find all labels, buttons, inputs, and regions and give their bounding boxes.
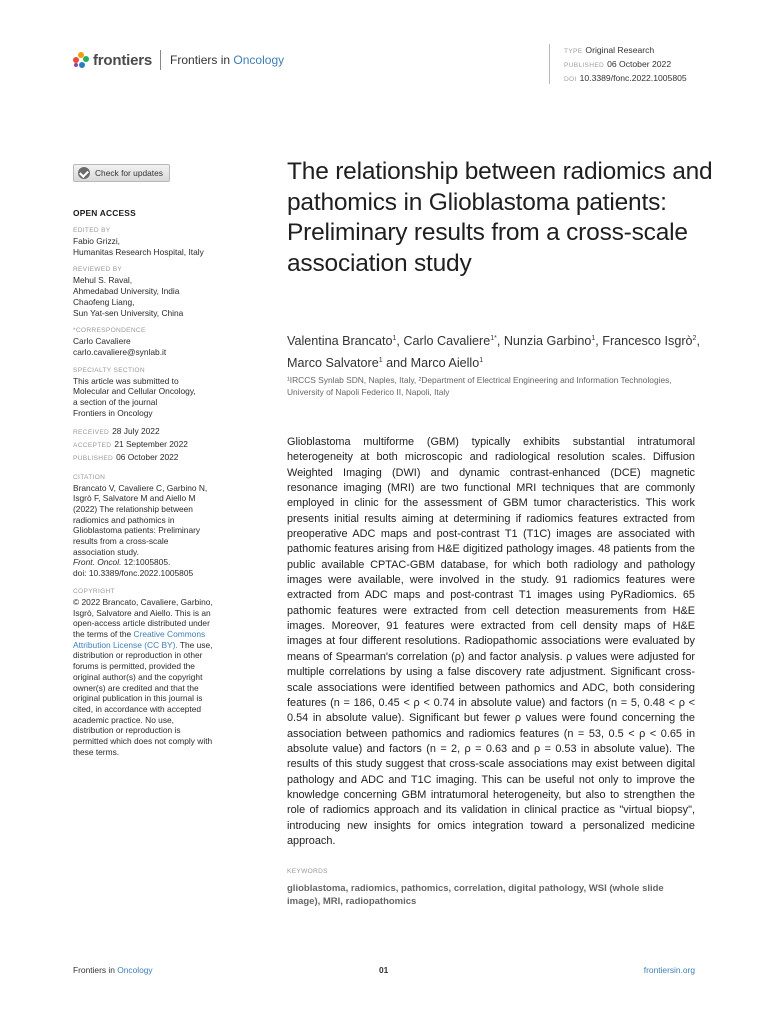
- reviewer-line: Mehul S. Raval,: [73, 275, 133, 286]
- author-affiliation-mark: 1: [392, 335, 397, 342]
- specialty-line: Molecular and Cellular Oncology,: [73, 386, 196, 397]
- author-name[interactable]: Marco Salvatore: [287, 356, 379, 371]
- citation-line: association study.: [73, 546, 139, 557]
- edited-by-list: [73, 236, 248, 257]
- citation-doi[interactable]: doi: 10.3389/fonc.2022.1005805: [73, 568, 194, 579]
- reviewed-by-list: [73, 275, 248, 318]
- published-label: PUBLISHED: [564, 62, 605, 69]
- open-access-label: OPEN ACCESS: [73, 208, 136, 218]
- article-meta: [549, 44, 739, 84]
- doi-label: DOI: [564, 76, 577, 83]
- copyright-line: forums is permitted, provided the: [73, 661, 195, 672]
- reviewer-line: Ahmedabad University, India: [73, 286, 180, 297]
- author-affiliation-mark: 1: [591, 335, 596, 342]
- received-value: 28 July 2022: [112, 426, 160, 437]
- check-circle-icon: [78, 167, 90, 179]
- citation-line: Brancato V, Cavaliere C, Garbino N,: [73, 482, 208, 493]
- author-name[interactable]: Carlo Cavaliere: [403, 334, 491, 349]
- copyright-line: academic practice. No use,: [73, 714, 175, 725]
- author-affiliation-mark: 2: [692, 335, 697, 342]
- article-title: The relationship between radiomics and pathomics in Glioblastoma patients: Preliminary results from a cross-scale association study: [287, 158, 713, 277]
- citation-line: Isgrò F, Salvatore M and Aiello M: [73, 493, 196, 504]
- copyright-line: owner(s) are credited and that the: [73, 682, 199, 693]
- received-label: RECEIVED: [73, 429, 110, 437]
- citation-text: [73, 483, 248, 579]
- citation-line: radiomics and pathomics in: [73, 514, 175, 525]
- copyright-line: [73, 640, 248, 651]
- author-affiliation-mark: 1*: [490, 335, 497, 342]
- author-name[interactable]: Francesco Isgrò: [602, 334, 693, 349]
- copyright-line: Isgrò, Salvatore and Aiello. This is an: [73, 607, 211, 618]
- author-list: Valentina Brancato$^1$, Carlo Cavaliere$^{1*}$, Nunzia Garbino$^1$, Francesco Isgrò$^2$, Marco Salvatore$^1$ and Marco Aiello$^1$: [287, 334, 700, 371]
- abstract: Glioblastoma multiforme (GBM) typically exhibits substantial intratumoral heterogeneity at both microscopic and radiological resolution scales. Diffusion Weighted Imaging (DWI) and dynamic contrast-enhanced (DCE) magnetic resonance imaging (MRI) are two functional MRI techniques that are commonly employed in clinic for the assessment of GBM tumor characteristics. This work presents initial results aiming at determining if radiomics features extracted from preoperative ADC maps and post-contrast T1 (T1C) images are associated with pathomic features arising from H&E digitized pathology images. 48 patients from the public available CPTAC-GBM database, for which both radiology and pathology images were available, were involved in the study. 91 radiomics features were extracted from ADC maps and post-contrast T1 images using PyRadiomics. 65 pathomic features were extracted from cell detection measurements from H&E images. Moreover, 91 features were extracted from cell density maps of H&E images at four different resolutions. Radiopathomic associations were evaluated by means of Spearman's correlation (ρ) and factor analysis. ρ values were adjusted for multiple correlations by using a false discovery rate adjustment. Significant cross-scale associations were identified between pathomics and ADC, both considering features (n = 186, 0.45 < ρ < 0.74 in absolute value) and factors (n = 5, 0.48 < ρ < 0.54 in absolute value). Significant but fewer ρ values were found concerning the association between pathomics and radiomics features (n = 53, 0.5 < ρ < 0.65 in absolute value) and factors (n = 2, ρ = 0.63 and ρ = 0.53 in absolute value). The results of this study suggest that cross-scale associations may exist between digital pathology and ADC and T1C imaging. This can be useful not only to improve the knowledge concerning GBM intratumoral heterogeneity, but also to strengthen the role of radiomics approach and its validation in clinical practice as "virtual biopsy", introducing new insights for omics integration toward a personalized medicine approach.: [287, 436, 695, 847]
- copyright-label: COPYRIGHT: [73, 587, 115, 595]
- copyright-line: permitted which does not comply with: [73, 736, 213, 747]
- citation-label: CITATION: [73, 473, 106, 481]
- journal-header: [73, 48, 284, 72]
- page-footer: [73, 965, 695, 977]
- accepted-value: 21 September 2022: [114, 439, 188, 450]
- published-value: 06 October 2022: [116, 451, 179, 462]
- license-link[interactable]: Attribution License (CC BY).: [73, 639, 178, 650]
- frontiers-logo-icon: [73, 52, 89, 68]
- citation-journal: Front. Oncol.: [73, 557, 122, 568]
- copyright-line: these terms.: [73, 746, 120, 757]
- reviewer-line: Sun Yat-sen University, China: [73, 307, 184, 318]
- check-updates-label: Check for updates: [95, 168, 163, 178]
- published-value: 06 October 2022: [607, 59, 672, 69]
- copyright-line: original author(s) and the copyright: [73, 671, 203, 682]
- author-name[interactable]: Nunzia Garbino: [503, 334, 592, 349]
- correspondence-label: *CORRESPONDENCE: [73, 327, 146, 335]
- article-sidebar: [73, 164, 248, 757]
- author-affiliation-mark: 1: [479, 357, 484, 365]
- copyright-line: distribution or reproduction in other: [73, 650, 203, 661]
- page-number: 01: [379, 965, 389, 975]
- copyright-line: cited, in accordance with accepted: [73, 703, 202, 714]
- header-divider: [160, 50, 161, 70]
- citation-line: (2022) The relationship between: [73, 503, 193, 514]
- correspondence-info: [73, 336, 248, 357]
- citation-journal-line: [73, 557, 248, 568]
- frontiers-logo[interactable]: [73, 52, 152, 69]
- keywords: glioblastoma, radiomics, pathomics, correlation, digital pathology, WSI (whole slide image), MRI, radiopathomics: [287, 883, 664, 908]
- type-label: TYPE: [564, 48, 583, 55]
- author-affiliation-mark: 1: [378, 357, 383, 365]
- type-value: Original Research: [585, 45, 655, 55]
- check-updates-button[interactable]: [73, 164, 170, 182]
- edited-by-label: EDITED BY: [73, 227, 111, 234]
- copyright-line: original publication in this journal is: [73, 693, 203, 704]
- license-link[interactable]: Creative Commons: [133, 628, 206, 639]
- journal-prefix: Frontiers in: [170, 53, 231, 67]
- author-name[interactable]: Marco Aiello: [410, 356, 480, 371]
- logo-wordmark: frontiers: [93, 51, 153, 69]
- citation-volume: 12:1005805.: [121, 557, 171, 568]
- author-name[interactable]: Valentina Brancato: [287, 334, 393, 349]
- specialty-line: This article was submitted to: [73, 375, 179, 386]
- copyright-text: [73, 597, 248, 758]
- reviewed-by-label: REVIEWED BY: [73, 266, 123, 274]
- citation-line: results from a cross-scale: [73, 536, 169, 547]
- affiliations: ¹IRCCS Synlab SDN, Naples, Italy, ²Department of Electrical Engineering and Information Technologies, University of Napoli Federico II, Napoli, Italy: [287, 375, 672, 398]
- footer-journal[interactable]: [73, 965, 153, 975]
- reviewer-line: Chaofeng Liang,: [73, 296, 135, 307]
- specialty-line: Frontiers in Oncology: [73, 407, 153, 418]
- keywords-label: KEYWORDS: [287, 868, 328, 875]
- correspondence-email[interactable]: carlo.cavaliere@synlab.it: [73, 346, 167, 357]
- editor-line: Fabio Grizzi,: [73, 236, 121, 246]
- copyright-segment: the terms of the: [73, 628, 134, 639]
- footer-journal-prefix: Frontiers in: [73, 965, 118, 975]
- editor-line: Humanitas Research Hospital, Italy: [73, 246, 204, 257]
- copyright-line: [73, 629, 248, 640]
- journal-title: Oncology: [233, 53, 285, 67]
- specialty-label: SPECIALTY SECTION: [73, 366, 145, 374]
- published-label: PUBLISHED: [73, 454, 114, 462]
- copyright-line: © 2022 Brancato, Cavaliere, Garbino,: [73, 596, 213, 607]
- dates-block: [73, 426, 248, 464]
- accepted-label: ACCEPTED: [73, 442, 112, 450]
- copyright-line: distribution or reproduction is: [73, 725, 181, 736]
- doi-value[interactable]: 10.3389/fonc.2022.1005805: [579, 73, 687, 83]
- specialty-text: [73, 376, 248, 419]
- footer-site-link[interactable]: frontiersin.org: [643, 965, 695, 975]
- copyright-line: open-access article distributed under: [73, 618, 210, 629]
- footer-journal-name: Oncology: [117, 965, 153, 975]
- correspondence-name: Carlo Cavaliere: [73, 336, 131, 347]
- citation-line: Glioblastoma patients: Preliminary: [73, 525, 201, 536]
- copyright-segment: The use,: [177, 639, 213, 650]
- journal-name[interactable]: [170, 53, 284, 67]
- specialty-line: a section of the journal: [73, 397, 158, 408]
